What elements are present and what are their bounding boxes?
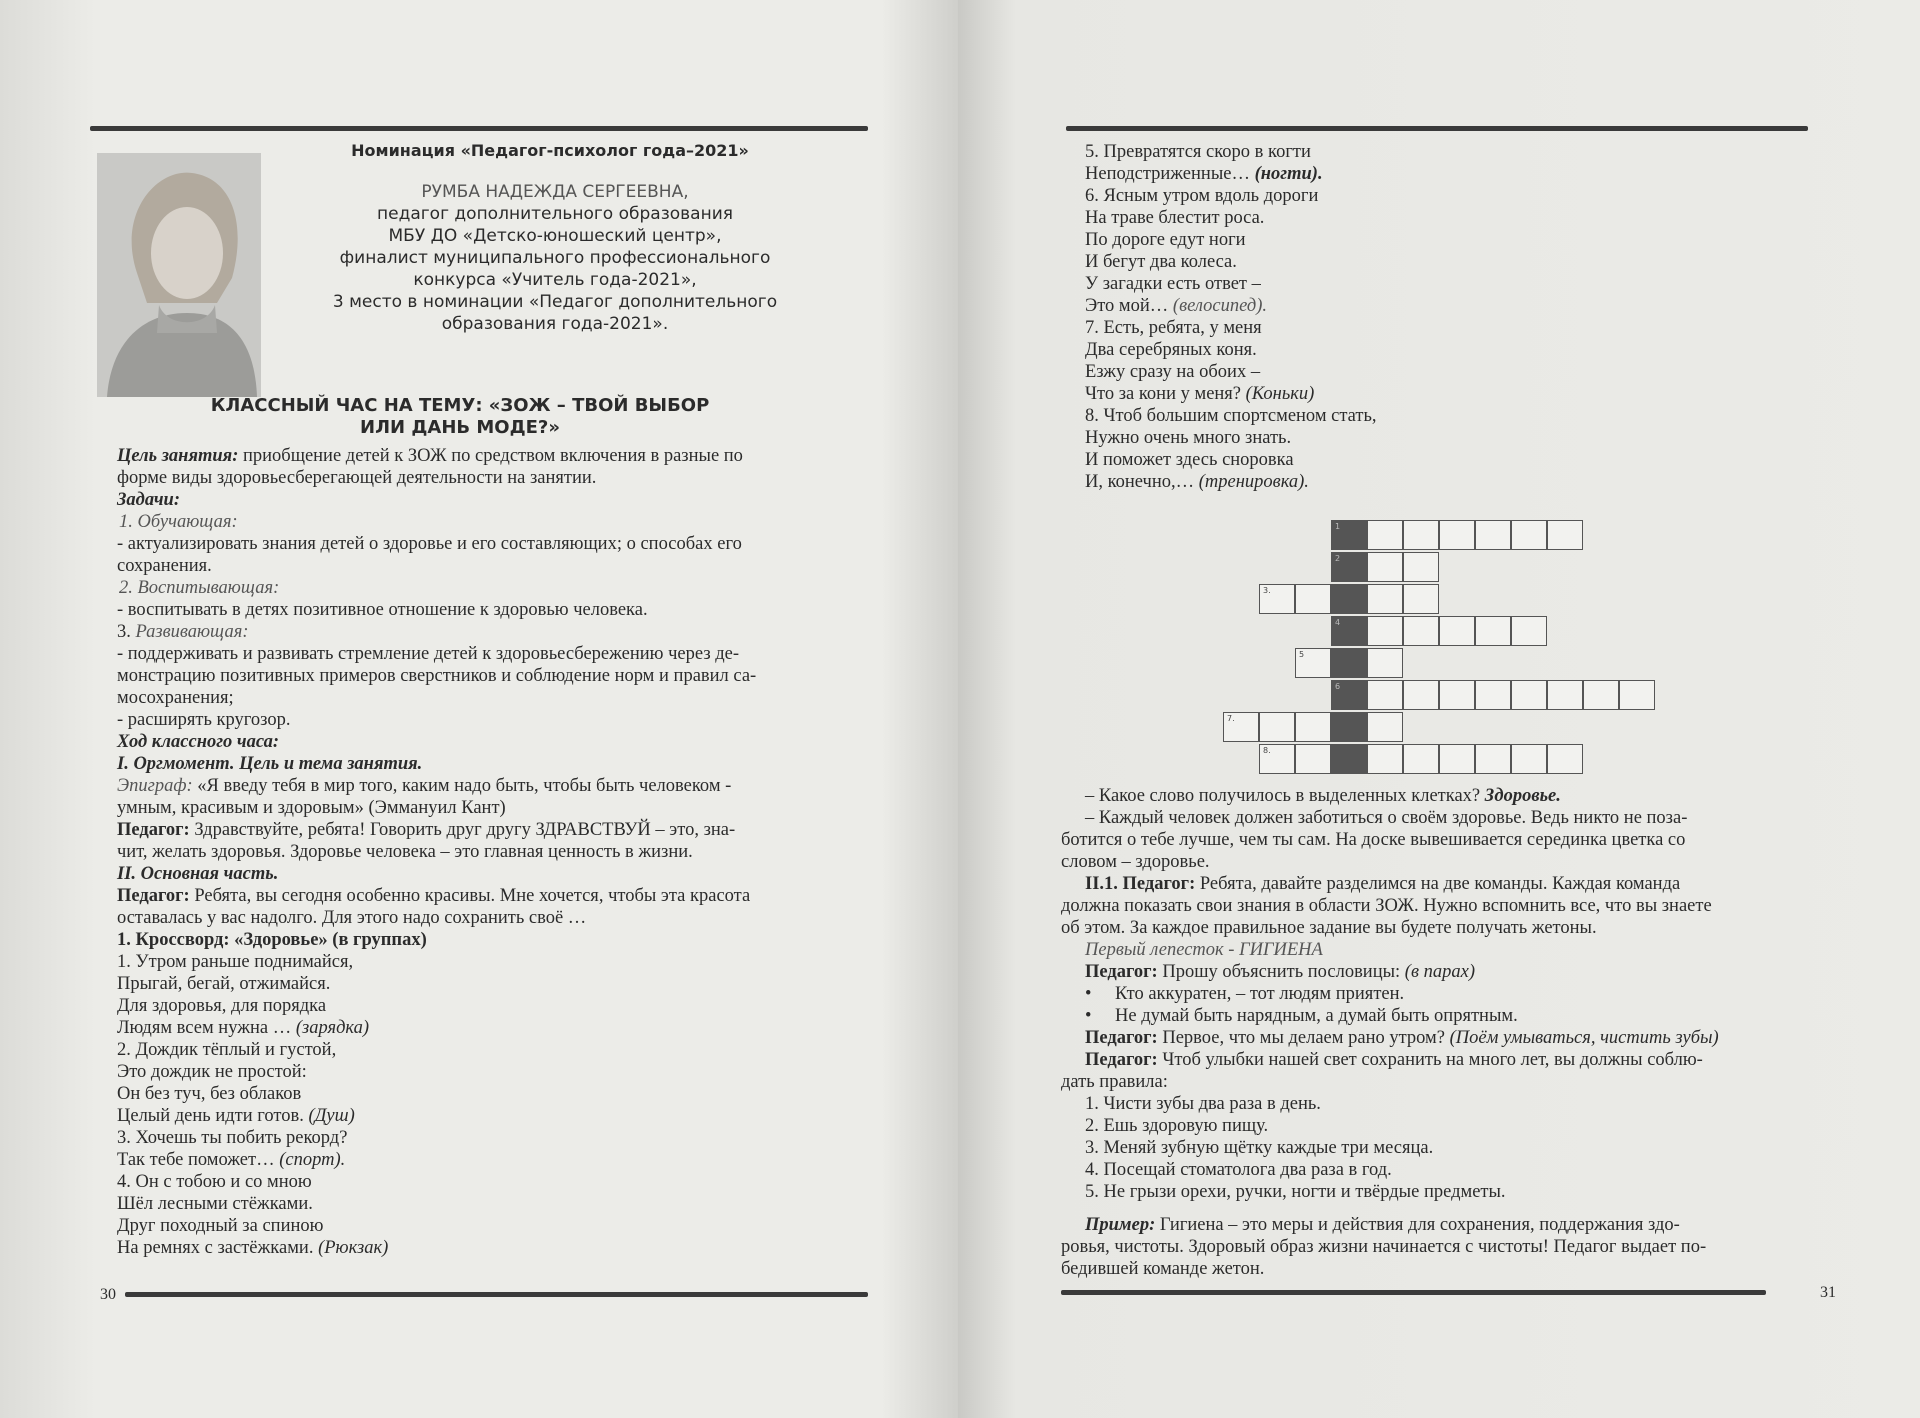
riddle-line (1085, 185, 1318, 207)
riddle-answer: (тренировка). (1198, 472, 1309, 492)
care-line-2: ботится о тебе лучше, чем ты сам. На доске вывешивается серединка цветка со (1061, 830, 1686, 850)
care-line-3: словом – здоровье. (1061, 852, 1210, 872)
riddle-text: И поможет здесь сноровка (1085, 450, 1294, 470)
nomination-heading: Номинация «Педагог-психолог года–2021» (351, 141, 749, 160)
riddle-text: Нужно очень много знать. (1085, 428, 1292, 448)
author-name: РУМБА НАДЕЖДА СЕРГЕЕВНА, (421, 182, 689, 202)
riddle-line (117, 951, 353, 973)
riddle-line (1085, 207, 1264, 229)
greeting-line-2: чит, желать здоровья. Здоровье человека – это главная ценность в жизни. (117, 842, 693, 862)
riddle-text: Так тебе поможет… (117, 1150, 280, 1170)
riddle-text: На ремнях с застёжками. (117, 1238, 319, 1258)
page-number-left: 30 (100, 1286, 116, 1303)
task-3-title: Развивающая: (135, 622, 249, 642)
morning-question (1085, 1027, 1719, 1049)
crossword-cell (1331, 712, 1367, 742)
riddle-answer: (зарядка) (295, 1018, 370, 1038)
section-2-1-line-3: об этом. За каждое правильное задание вы будете получать жетоны. (1061, 918, 1597, 938)
proverb-text: Кто аккуратен, – тот людям приятен. (1115, 984, 1405, 1004)
main-line-2: оставалась у вас надолго. Для этого надо сохранить своё … (117, 908, 587, 928)
riddle-text: Прыгай, бегай, отжимайся. (117, 974, 331, 994)
crossword-cell (1547, 680, 1583, 710)
page-number-right: 31 (1820, 1284, 1836, 1301)
proverbs-pairs: (в парах) (1404, 962, 1475, 982)
crossword-cell (1403, 744, 1439, 774)
proverbs-prompt-text: Прошу объяснить пословицы: (1157, 962, 1405, 982)
crossword-cell (1367, 744, 1403, 774)
example-text-1: Гигиена – это меры и действия для сохранения, поддержания здо- (1155, 1215, 1680, 1235)
crossword-cell: 7. (1223, 712, 1259, 742)
epigraph-text-1: «Я введу тебя в мир того, каким надо быть, чтобы быть человеком - (192, 776, 732, 796)
crossword-cell (1475, 616, 1511, 646)
crossword-cell (1367, 552, 1403, 582)
riddle-line (1085, 273, 1261, 295)
riddle-line (1085, 361, 1260, 383)
riddle-text: Людям всем нужна … (117, 1018, 296, 1038)
riddle-line (117, 1061, 307, 1083)
goal-line-1 (117, 445, 743, 467)
riddle-text: И, конечно,… (1085, 472, 1199, 492)
riddle-text: 5. Превратятся скоро в когти (1085, 142, 1311, 162)
riddle-line (1085, 251, 1237, 273)
greeting-line-1 (117, 819, 735, 841)
riddle-line (1085, 317, 1262, 339)
proverbs-prompt (1085, 961, 1475, 983)
task-2-text: - воспитывать в детях позитивное отношение к здоровью человека. (117, 600, 648, 620)
course-label: Ход классного часа: (117, 732, 280, 752)
crossword-cell (1367, 584, 1403, 614)
riddle-text: На траве блестит роса. (1085, 208, 1265, 228)
question-answer: Здоровье. (1484, 786, 1561, 806)
task-1-text-2: сохранения. (117, 556, 212, 576)
crossword-cell (1259, 712, 1295, 742)
riddle-answer: (спорт). (279, 1150, 346, 1170)
riddle-text: Два серебряных коня. (1085, 340, 1257, 360)
bullet-icon: • (1085, 984, 1092, 1004)
crossword-cell (1367, 712, 1403, 742)
riddle-line (117, 1039, 336, 1061)
crossword-cell (1439, 744, 1475, 774)
crossword-cell (1475, 680, 1511, 710)
riddle-line (1085, 141, 1311, 163)
riddle-text: 6. Ясным утром вдоль дороги (1085, 186, 1319, 206)
section-2-1-text-1: Ребята, давайте разделимся на две команды. Каждая команда (1195, 874, 1681, 894)
goal-line-2: форме виды здоровьесберегающей деятельности на занятии. (117, 468, 597, 488)
top-rule-left (90, 126, 868, 131)
article-title-line-2: ИЛИ ДАНЬ МОДЕ?» (360, 417, 560, 438)
smile-line-2: дать правила: (1061, 1072, 1168, 1092)
example-label: Пример: (1085, 1215, 1156, 1235)
petal-heading: Первый лепесток - ГИГИЕНА (1085, 940, 1323, 960)
bullet-icon: • (1085, 1006, 1092, 1026)
example-line-1 (1085, 1214, 1680, 1236)
crossword-cell (1331, 584, 1367, 614)
crossword-cell (1439, 616, 1475, 646)
teacher-label-2: Педагог: (117, 886, 190, 906)
riddle-line (1085, 427, 1291, 449)
teacher-label-3: Педагог: (1085, 962, 1158, 982)
top-rule-right (1066, 126, 1808, 131)
riddle-text: Неподстриженные… (1085, 164, 1255, 184)
riddle-text: Это мой… (1085, 296, 1173, 316)
bottom-rule-right (1061, 1290, 1766, 1295)
portrait-image (97, 153, 261, 397)
task-3-number: 3. (117, 622, 136, 642)
crossword-cell (1619, 680, 1655, 710)
goal-label: Цель занятия: (117, 446, 239, 466)
crossword-heading: 1. Кроссворд: «Здоровье» (в группах) (117, 930, 427, 950)
bottom-rule-left (125, 1292, 868, 1297)
riddle-text: И бегут два колеса. (1085, 252, 1237, 272)
author-line-4: конкурса «Учитель года-2021», (413, 270, 697, 290)
riddle-line (117, 1105, 355, 1127)
smile-text-1: Чтоб улыбки нашей свет сохранить на много лет, вы должны соблю- (1157, 1050, 1703, 1070)
crossword-cell: 4 (1331, 616, 1367, 646)
riddle-text: Что за кони у меня? (1085, 384, 1246, 404)
riddle-line (1085, 295, 1267, 317)
crossword-cell (1331, 744, 1367, 774)
task-3-text-1: - поддерживать и развивать стремление детей к здоровьесбережению через де- (117, 644, 740, 664)
task-1-text-1: - актуализировать знания детей о здоровье и его составляющих; о способах его (117, 534, 742, 554)
author-line-2: МБУ ДО «Детско-юношеский центр», (388, 226, 722, 246)
teacher-label-5: Педагог: (1085, 1050, 1158, 1070)
riddle-text: 7. Есть, ребята, у меня (1085, 318, 1262, 338)
section-2-1-line-2: должна показать свои знания в области ЗОЖ. Нужно вспомнить все, что вы знаете (1061, 896, 1712, 916)
crossword-cell: 3. (1259, 584, 1295, 614)
riddle-line (117, 1215, 323, 1237)
crossword-cell (1511, 520, 1547, 550)
riddle-text: У загадки есть ответ – (1085, 274, 1261, 294)
morning-question-text: Первое, что мы делаем рано утром? (1157, 1028, 1450, 1048)
riddle-line (1085, 163, 1323, 185)
crossword-cell (1295, 584, 1331, 614)
section-1-heading: I. Оргмомент. Цель и тема занятия. (117, 754, 423, 774)
epigraph-line-1 (117, 775, 731, 797)
riddle-text: 3. Хочешь ты побить рекорд? (117, 1128, 348, 1148)
crossword-cell (1547, 520, 1583, 550)
task-1-title: 1. Обучающая: (119, 512, 238, 532)
main-text-1: Ребята, вы сегодня особенно красивы. Мне хочется, чтобы эта красота (189, 886, 751, 906)
riddle-line (117, 1127, 347, 1149)
author-photo (97, 153, 261, 397)
crossword-cell (1403, 680, 1439, 710)
riddle-answer: (Рюкзак) (318, 1238, 389, 1258)
crossword-cell: 8. (1259, 744, 1295, 774)
crossword-cell: 6 (1331, 680, 1367, 710)
riddle-text: 4. Он с тобою и со мною (117, 1172, 312, 1192)
riddle-line (117, 1149, 345, 1171)
author-line-5: 3 место в номинации «Педагог дополнительного (332, 292, 778, 312)
crossword-cell (1295, 712, 1331, 742)
section-2-1-label: II.1. Педагог: (1085, 874, 1196, 894)
crossword-cell (1475, 744, 1511, 774)
proverb-item (1085, 1005, 1518, 1027)
teacher-label-1: Педагог: (117, 820, 190, 840)
riddle-line (117, 1237, 388, 1259)
goal-text-1: приобщение детей к ЗОЖ по средством включения в разные по (238, 446, 743, 466)
riddle-line (117, 1193, 313, 1215)
author-line-6: образования года-2021». (441, 314, 669, 334)
riddle-text: Шёл лесными стёжками. (117, 1194, 313, 1214)
crossword-cell (1331, 648, 1367, 678)
proverb-item (1085, 983, 1404, 1005)
crossword-cell (1367, 680, 1403, 710)
smile-line-1 (1085, 1049, 1703, 1071)
task-3-text-2: монстрацию позитивных примеров сверстников и соблюдение норм и правил са- (117, 666, 757, 686)
crossword-cell (1403, 552, 1439, 582)
crossword-cell: 2 (1331, 552, 1367, 582)
care-line-1: – Каждый человек должен заботиться о своём здоровье. Ведь никто не поза- (1085, 808, 1688, 828)
author-line-3: финалист муниципального профессионального (339, 248, 771, 268)
rule-item: 1. Чисти зубы два раза в день. (1085, 1094, 1321, 1114)
crossword-cell (1367, 648, 1403, 678)
task-2-title: 2. Воспитывающая: (119, 578, 280, 598)
main-line-1 (117, 885, 750, 907)
riddle-line (1085, 383, 1314, 405)
crossword-cell (1403, 584, 1439, 614)
riddle-answer: (велосипед). (1172, 296, 1268, 316)
riddle-text: Друг походный за спиною (117, 1216, 324, 1236)
proverb-text: Не думай быть нарядным, а думай быть опрятным. (1115, 1006, 1518, 1026)
riddle-text: Он без туч, без облаков (117, 1084, 302, 1104)
rule-item: 2. Ешь здоровую пищу. (1085, 1116, 1269, 1136)
teacher-label-4: Педагог: (1085, 1028, 1158, 1048)
author-line-1: педагог дополнительного образования (377, 204, 733, 224)
riddle-line (1085, 471, 1309, 493)
crossword-cell (1295, 744, 1331, 774)
crossword-cell (1511, 744, 1547, 774)
riddle-answer: (Душ) (308, 1106, 355, 1126)
tasks-label: Задачи: (117, 490, 181, 510)
crossword-cell (1403, 520, 1439, 550)
crossword-cell (1547, 744, 1583, 774)
riddle-answer: (Коньки) (1245, 384, 1315, 404)
riddle-line (1085, 339, 1257, 361)
task-3-text-4: - расширять кругозор. (117, 710, 291, 730)
riddle-line (1085, 405, 1377, 427)
crossword-cell (1511, 616, 1547, 646)
riddle-line (1085, 229, 1246, 251)
riddle-line (117, 1017, 369, 1039)
example-line-3: бедившей команде жетон. (1061, 1259, 1265, 1279)
question-line (1085, 785, 1561, 807)
crossword-cell: 1 (1331, 520, 1367, 550)
riddle-text: По дороге едут ноги (1085, 230, 1246, 250)
section-2-1-line-1 (1085, 873, 1680, 895)
rule-item: 4. Посещай стоматолога два раза в год. (1085, 1160, 1392, 1180)
crossword-cell (1511, 680, 1547, 710)
riddle-line (117, 1083, 301, 1105)
rule-item: 3. Меняй зубную щётку каждые три месяца. (1085, 1138, 1434, 1158)
riddle-answer: (ногти). (1254, 164, 1323, 184)
riddle-text: Целый день идти готов. (117, 1106, 309, 1126)
rule-item: 5. Не грызи орехи, ручки, ногти и твёрдые предметы. (1085, 1182, 1506, 1202)
riddle-line (117, 995, 326, 1017)
greeting-text-1: Здравствуйте, ребята! Говорить друг другу ЗДРАВСТВУЙ – это, зна- (189, 820, 736, 840)
riddle-text: 2. Дождик тёплый и густой, (117, 1040, 337, 1060)
crossword-cell (1367, 520, 1403, 550)
example-line-2: ровья, чистоты. Здоровый образ жизни начинается с чистоты! Педагог выдает по- (1061, 1237, 1707, 1257)
task-3-text-3: мосохранения; (117, 688, 234, 708)
crossword-cell: 5 (1295, 648, 1331, 678)
riddle-text: Для здоровья, для порядка (117, 996, 327, 1016)
riddle-line (1085, 449, 1294, 471)
left-page (0, 0, 958, 1418)
section-2-heading: II. Основная часть. (117, 864, 279, 884)
article-title-line-1: КЛАССНЫЙ ЧАС НА ТЕМУ: «ЗОЖ – ТВОЙ ВЫБОР (210, 395, 710, 416)
crossword-cell (1583, 680, 1619, 710)
riddle-text: 8. Чтоб большим спортсменом стать, (1085, 406, 1377, 426)
riddle-text: Езжу сразу на обоих – (1085, 362, 1261, 382)
task-3-title-line (117, 621, 248, 643)
riddle-line (117, 1171, 312, 1193)
question-text: – Какое слово получилось в выделенных клетках? (1085, 786, 1485, 806)
epigraph-line-2: умным, красивым и здоровым» (Эммануил Кант) (117, 798, 506, 818)
riddle-text: Это дождик не простой: (117, 1062, 307, 1082)
epigraph-label: Эпиграф: (117, 776, 193, 796)
riddle-text: 1. Утром раньше поднимайся, (117, 952, 354, 972)
crossword-cell (1367, 616, 1403, 646)
crossword-cell (1403, 616, 1439, 646)
crossword-cell (1439, 520, 1475, 550)
right-page (958, 0, 1920, 1418)
morning-answer: (Поём умываться, чистить зубы) (1449, 1028, 1719, 1048)
crossword-cell (1439, 680, 1475, 710)
riddle-line (117, 973, 330, 995)
crossword-cell (1475, 520, 1511, 550)
